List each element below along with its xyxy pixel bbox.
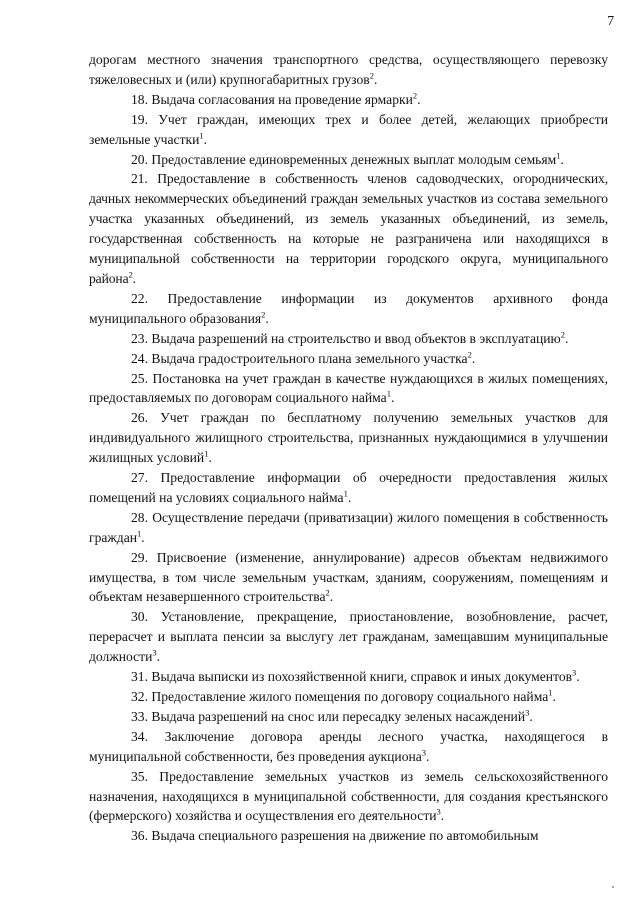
paragraph-text: дорогам местного значения транспортного средства, осуществляющего перевозку тяжеловесных и (или) крупногабаритных грузов xyxy=(89,52,608,87)
footnote-ref: 1 xyxy=(137,528,142,539)
paragraph-text: 21. Предоставление в собственность членов садоводческих, огороднических, дачных некоммерческих объединений граждан земельных участков из состава земельного участка указанных объединений, из земель указанных объединений, из земель, государственная собственность на которые не разграничена или находящихся в муниципальной собственности на территории городского округа, муниципального района xyxy=(89,171,608,286)
list-item-33: 33. Выдача разрешений на снос или пересадку зеленых насаждений$^3$. xyxy=(131,707,533,724)
list-item-27: 27. Предоставление информации об очередности предоставления жилых помещений на условиях социального найма$^1$. xyxy=(89,470,608,505)
footnote-ref: 2 xyxy=(261,309,266,320)
paragraph-text: 20. Предоставление единовременных денежных выплат молодым семьям xyxy=(131,151,557,167)
list-item-23: 23. Выдача разрешений на строительство и ввод объектов в эксплуатацию$^2$. xyxy=(131,329,569,346)
paragraph-text: 19. Учет граждан, имеющих трех и более детей, желающих приобрести земельные участки xyxy=(89,111,608,147)
paragraph-text: 22. Предоставление информации из документов архивного фонда муниципального образования xyxy=(89,290,608,326)
list-item-34: 34. Заключение договора аренды лесного участка, находящегося в муниципальной собственности, без проведения аукциона$^3$. xyxy=(89,728,608,764)
paragraph-text: 36. Выдача специального разрешения на движение по автомобильным xyxy=(131,828,539,844)
list-item-36 xyxy=(89,826,608,846)
footnote-ref: 3 xyxy=(152,647,157,658)
footnote-ref: 2 xyxy=(325,587,330,598)
list-item-20: 20. Предоставление единовременных денежных выплат молодым семьям$^1$. xyxy=(131,150,564,167)
list-item-22: 22. Предоставление информации из документов архивного фонда муниципального образования$^2$. xyxy=(89,290,608,326)
list-item-25: 25. Постановка на учет граждан в качестве нуждающихся в жилых помещениях, предоставляемых по договорам социального найма$^1$. xyxy=(89,370,608,406)
footnote-ref: 2 xyxy=(467,349,472,360)
footnote-ref: 3 xyxy=(572,667,577,678)
list-item-19: 19. Учет граждан, имеющих трех и более детей, желающих приобрести земельные участки$^1$. xyxy=(89,111,608,147)
footnote-ref: 1 xyxy=(204,448,209,459)
paragraph-text: 18. Выдача согласования на проведение ярмарки xyxy=(131,91,413,107)
footnote-ref: 2 xyxy=(560,329,565,340)
paragraph-text: 29. Присвоение (изменение, аннулирование) адресов объектам недвижимого имущества, в том числе земельным участкам, зданиям, сооружениям, помещениям и объектам незавершенного строительства xyxy=(89,549,608,605)
list-item-21: 21. Предоставление в собственность членов садоводческих, огороднических, дачных некоммерческих объединений граждан земельных участков из состава земельного участка указанных объединений, из земель указанных объединений, из земель, государственная собственность на которые не разграничена или находящихся в муниципальной собственности на территории городского округа, муниципального района$^2$. xyxy=(89,171,608,286)
paragraph-text: 24. Выдача градостроительного плана земельного участка xyxy=(131,350,468,366)
paragraph-text: 26. Учет граждан по бесплатному получению земельных участков для индивидуального жилищного строительства, признанных нуждающимися в улучшении жилищных условий xyxy=(89,410,608,466)
footnote-ref: 3 xyxy=(525,707,530,718)
paragraph-text: 23. Выдача разрешений на строительство и ввод объектов в эксплуатацию xyxy=(131,330,561,346)
footnote-ref: 1 xyxy=(199,130,204,141)
list-item-28: 28. Осуществление передачи (приватизации) жилого помещения в собственность граждан$^1$. xyxy=(89,509,608,545)
list-item-32: 32. Предоставление жилого помещения по договору социального найма$^1$. xyxy=(131,687,556,704)
paragraph-text: 28. Осуществление передачи (приватизации) жилого помещения в собственность граждан xyxy=(89,509,608,545)
paragraph-text: 25. Постановка на учет граждан в качестве нуждающихся в жилых помещениях, предоставляемых по договорам социального найма xyxy=(89,370,608,406)
footnote-ref: 2 xyxy=(369,70,374,81)
list-item-26: 26. Учет граждан по бесплатному получению земельных участков для индивидуального жилищного строительства, признанных нуждающимися в улучшении жилищных условий$^1$. xyxy=(89,410,608,466)
paragraph-text: 30. Установление, прекращение, приостановление, возобновление, расчет, перерасчет и выплата пенсии за выслугу лет гражданам, замещавшим муниципальные должности xyxy=(89,609,608,665)
paragraph-text: 32. Предоставление жилого помещения по договору социального найма xyxy=(131,689,549,704)
paragraph-text: 31. Выдача выписки из похозяйственной книги, справок и иных документов xyxy=(131,669,573,685)
continuation-paragraph: дорогам местного значения транспортного средства, осуществляющего перевозку тяжеловесных и (или) крупногабаритных грузов$^2$. xyxy=(89,52,608,87)
scan-speck xyxy=(612,886,614,888)
footnote-ref: 1 xyxy=(556,150,561,160)
list-item-31: 31. Выдача выписки из похозяйственной книги, справок и иных документов$^3$. xyxy=(131,667,580,685)
list-item-24: 24. Выдача градостроительного плана земельного участка$^2$. xyxy=(131,349,476,366)
footnote-ref: 2 xyxy=(412,90,418,101)
footnote-ref: 1 xyxy=(548,687,553,698)
paragraph-text: 35. Предоставление земельных участков из земель сельскохозяйственного назначения, находящихся в муниципальной собственности, для создания крестьянского (фермерского) хозяйства и осуществления его деятельности xyxy=(89,768,608,824)
footnote-ref: 3 xyxy=(421,747,427,758)
footnote-ref: 3 xyxy=(436,806,441,817)
list-item-35: 35. Предоставление земельных участков из земель сельскохозяйственного назначения, находящихся в муниципальной собственности, для создания крестьянского (фермерского) хозяйства и осуществления его деятельности$^3$. xyxy=(89,768,608,824)
footnote-ref: 2 xyxy=(128,269,133,280)
document-body xyxy=(89,50,608,846)
list-item-30: 30. Установление, прекращение, приостановление, возобновление, расчет, перерасчет и выплата пенсии за выслугу лет гражданам, замещавшим муниципальные должности$^3$. xyxy=(89,609,608,665)
list-item-29: 29. Присвоение (изменение, аннулирование) адресов объектам недвижимого имущества, в том числе земельным участкам, зданиям, сооружениям, помещениям и объектам незавершенного строительства$^2$. xyxy=(89,549,608,605)
paragraph-text: 27. Предоставление информации об очередности предоставления жилых помещений на условиях социального найма xyxy=(89,470,608,505)
footnote-ref: 1 xyxy=(386,388,391,399)
footnote-ref: 1 xyxy=(343,488,348,499)
list-item-18: 18. Выдача согласования на проведение ярмарки$^2$. xyxy=(131,90,421,107)
page-number: 7 xyxy=(607,13,614,28)
paragraph-text: 33. Выдача разрешений на снос или пересадку зеленых насаждений xyxy=(131,708,526,724)
paragraph-text: 34. Заключение договора аренды лесного участка, находящегося в муниципальной собственности, без проведения аукциона xyxy=(89,728,608,764)
